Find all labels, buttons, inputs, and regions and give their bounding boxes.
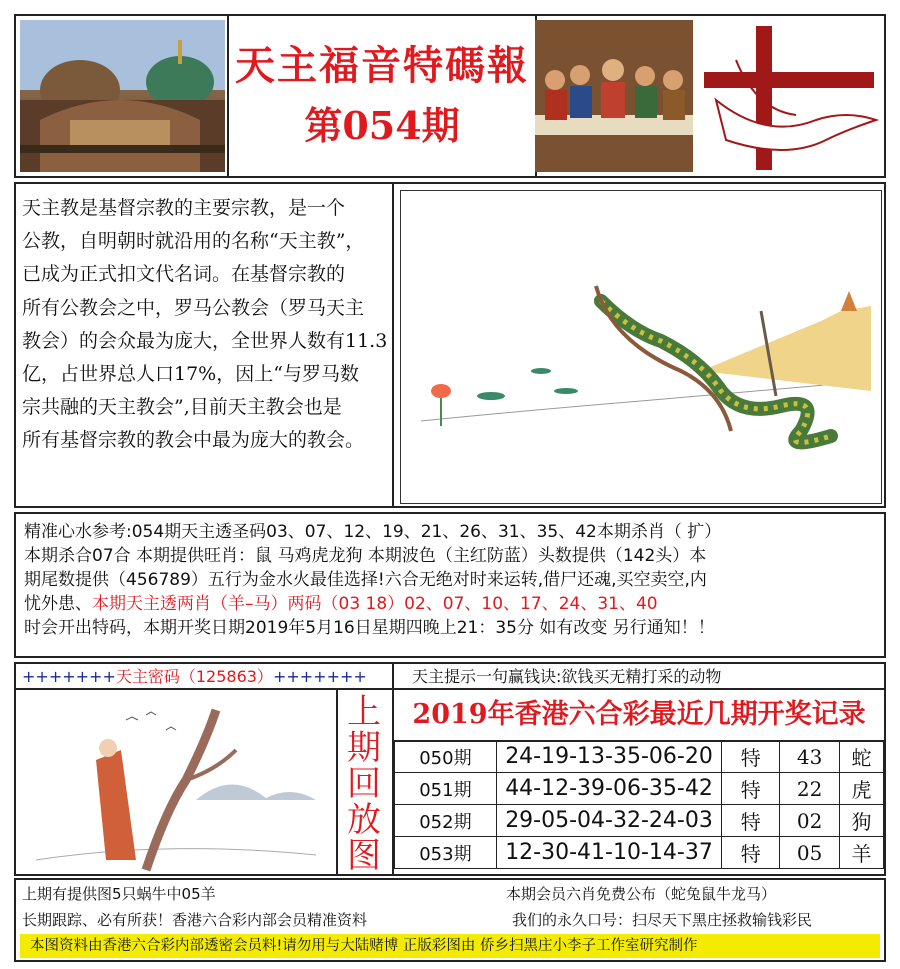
numbers-cell: 24-19-13-35-06-20 [496,741,721,773]
numbers-cell: 12-30-41-10-14-37 [496,837,721,869]
footer-panel [14,878,886,962]
forecast-line [24,592,876,616]
review-char: 图 [347,836,381,876]
special-cell: 22 [780,773,840,805]
intro-line: 所有公教会之中，罗马公教会（罗马天主 [22,296,365,319]
forecast-line: 本期杀合07合 本期提供旺肖：鼠 马鸡虎龙狗 本期波色（主红防蓝）头数提供（142头）本 [24,546,707,566]
footer-text: 上期有提供图5只蜗牛中05羊 [22,885,216,903]
footer-text: 长期跟踪、必有所获！香港六合彩内部会员精准资料 [22,911,368,929]
zodiac-cell: 虎 [840,773,884,805]
footer-row [22,882,878,906]
period-cell: 051期 [395,773,497,805]
forecast-highlight: 本期天主透两肖（羊–马）两码（03 18）02、07、10、17、24、31、40 [92,594,658,614]
records-title: 2019年香港六合彩最近几期开奖记录 [394,690,884,742]
te-cell: 特 [722,805,780,837]
footer-row [22,908,878,932]
forecast-line: 精准心水参考:054期天主透圣码03、07、12、19、21、26、31、35、42本期杀肖（ 扩） [24,522,722,542]
hint-text: 天主提示一句赢钱诀:欲钱买无精打采的动物 [394,664,884,690]
intro-line: 宗共融的天主教会”,目前天主教会也是 [22,396,342,419]
page-title: 天主福音特碼報 [235,42,529,89]
zodiac-cell: 蛇 [840,741,884,773]
te-cell: 特 [722,741,780,773]
period-cell: 052期 [395,805,497,837]
table-row [395,805,884,837]
special-cell: 43 [780,741,840,773]
period-cell: 053期 [395,837,497,869]
code-prefix: +++++++ [22,667,116,686]
review-illustration [16,690,338,874]
intro-line: 亿，占世界总人口17%，因上“与罗马数 [22,363,359,386]
forecast-panel [14,512,886,658]
header [14,14,886,178]
special-cell: 02 [780,805,840,837]
review-char: 放 [347,800,381,840]
review-char: 回 [347,764,381,804]
table-row [395,837,884,869]
table-row [395,741,884,773]
te-cell: 特 [722,773,780,805]
divider [392,184,394,506]
table-row [395,773,884,805]
forecast-text: 忧外患、 [24,594,92,614]
snake-illustration [400,190,882,504]
title-cell [227,16,537,176]
review-char: 上 [347,692,381,732]
intro-line: 已成为正式扣文代名词。在基督宗教的 [22,263,346,286]
intro-line: 教会）的会众最为庞大，全世界人数有11.3 [22,329,388,352]
footer-banner: 本图资料由香港六合彩内部透密会员料!请勿用与大陆赌博 正版彩图由 侨乡扫黑庄小李子工作室研究制作 [20,934,880,958]
last-supper-image [535,20,693,172]
zodiac-cell: 狗 [840,805,884,837]
numbers-cell: 44-12-39-06-35-42 [496,773,721,805]
secret-code [16,664,394,690]
footer-text: 本期会员六肖免费公布（蛇兔鼠牛龙马） [506,885,777,903]
forecast-line: 时会开出特码，本期开奖日期2019年5月16日星期四晚上21：35分 如有改变 另行通知！！ [24,618,715,638]
intro-text [22,192,390,458]
te-cell: 特 [722,837,780,869]
forecast-line: 期尾数提供（456789）五行为金水火最佳选择!六合无绝对时来运转,借尸还魂,买空卖空,内 [24,570,707,590]
footer-text: 我们的永久口号：扫尽天下黑庄拯救输钱彩民 [512,911,813,929]
church-image [20,20,225,172]
intro-line: 公教，自明朝时就沿用的名称“天主教”， [22,230,365,253]
code-suffix: +++++++ [272,667,367,686]
code-label: 天主密码（125863） [115,667,273,686]
review-char: 期 [347,728,381,768]
intro-line: 天主教是基督宗教的主要宗教，是一个 [22,197,346,219]
zodiac-cell: 羊 [840,837,884,869]
lower-panel [14,662,886,876]
cross-dove-image [696,20,882,172]
intro-line: 所有基督宗教的教会中最为庞大的教会。 [22,429,365,452]
issue-number: 第054期 [304,103,460,148]
intro-panel [14,182,886,508]
review-label [336,690,394,874]
period-cell: 050期 [395,741,497,773]
special-cell: 05 [780,837,840,869]
draw-records-table [394,740,884,869]
numbers-cell: 29-05-04-32-24-03 [496,805,721,837]
